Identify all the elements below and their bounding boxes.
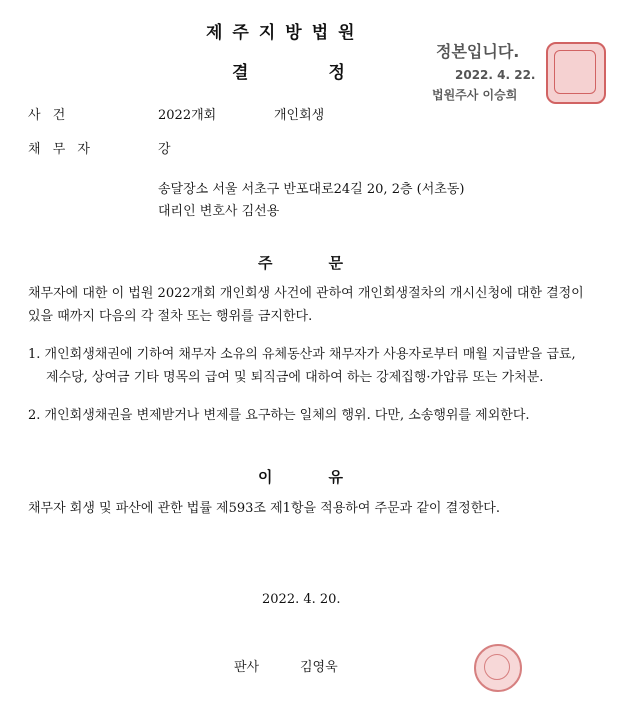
service-address: 송달장소 서울 서초구 반포대로24길 20, 2층 (서초동) [158, 182, 465, 197]
certified-copy-clerk: 법원주사 이승희 [432, 88, 518, 102]
case-name: 개인회생 [274, 108, 325, 123]
order-intro: 채무자에 대한 이 법원 2022개회 개인회생 사건에 관하여 개인회생절차의 개시신청에 대한 결정이 있을 때까지 다음의 각 절차 또는 행위를 금지한다. [28, 286, 584, 324]
order-item-1: 1. 개인회생채권에 기하여 채무자 소유의 유체동산과 채무자가 사용자로부터 매월 지급받을 급료, 제수당, 상여금 기타 명목의 급여 및 퇴직금에 대하여 하는 강제집행·가압류 또는 가처분. [28, 347, 576, 385]
debtor-name: 강 [158, 142, 171, 157]
order-heading-left: 주 [258, 254, 273, 272]
judge-name: 김영욱 [300, 660, 338, 675]
judge-label: 판사 [234, 660, 260, 675]
representative: 대리인 변호사 김선용 [158, 204, 280, 219]
debtor-label: 채 무 자 [28, 142, 94, 157]
reason-heading-left: 이 [258, 468, 273, 486]
certified-copy-date: 2022. 4. 22. [455, 68, 536, 82]
order-heading-right: 문 [328, 254, 343, 272]
court-seal-stamp [546, 42, 606, 104]
decision-date: 2022. 4. 20. [262, 592, 341, 607]
document-title [232, 58, 345, 83]
case-number: 2022개회 [158, 108, 217, 123]
reason-text: 채무자 회생 및 파산에 관한 법률 제593조 제1항을 적용하여 주문과 같이 결정한다. [28, 501, 500, 516]
court-name: 제주지방법원 [206, 23, 365, 43]
case-label: 사 건 [28, 108, 70, 123]
reason-heading-right: 유 [328, 468, 343, 486]
reason-heading [258, 466, 343, 487]
certified-copy-label: 정본입니다. [436, 42, 520, 61]
judge-seal-stamp [474, 644, 522, 692]
title-char-right: 정 [328, 63, 345, 83]
order-heading [258, 252, 343, 273]
order-item-2: 2. 개인회생채권을 변제받거나 변제를 요구하는 일체의 행위. 다만, 소송행위를 제외한다. [28, 408, 530, 423]
title-char-left: 결 [232, 63, 249, 83]
